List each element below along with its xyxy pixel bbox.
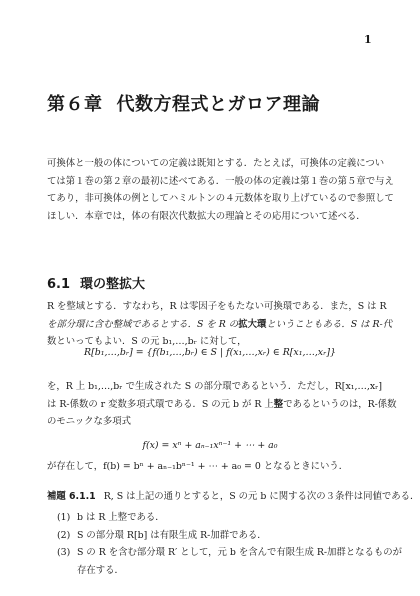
lemma-label: 補題 6.1.1 [47, 491, 96, 502]
lemma-text: R, S は上記の通りとすると，S の元 b に関する次の３条件は同値である． [103, 491, 420, 502]
text-line: 数といってもよい．S の元 b₁,…,bᵣ に対して， [47, 336, 247, 348]
paragraph-integral-domain [47, 298, 393, 351]
text-line: を，R 上 b₁,…,bᵣ で生成された S の部分環であるという．ただし，R[x₁,…,xᵣ] [47, 381, 383, 392]
item-number: (3) [57, 547, 71, 559]
section-number: 6.1 [47, 277, 71, 292]
list-item [57, 544, 403, 579]
text-line: のモニックな多項式 [47, 416, 132, 428]
term-integral: 整 [273, 398, 284, 410]
equation-monic-polynomial: f(x) = xⁿ + aₙ₋₁xⁿ⁻¹ + ⋯ + a₀ [142, 440, 278, 451]
lemma-statement [47, 488, 419, 502]
section-heading [47, 273, 145, 292]
condition-list [57, 509, 403, 579]
chapter-title: 代数方程式とガロア理論 [116, 94, 320, 115]
item-text: S の R を含む部分環 R′ として，元 b を含んで有限生成 R-加群となるものが [77, 547, 403, 559]
item-text: S の部分環 R[b] は有限生成 R-加群である． [77, 529, 267, 541]
intro-line: ては第１巻の第２章の最初に述べてある．一般の体の定義は第１巻の第５章で与え [47, 175, 394, 187]
intro-line: てあり，非可換体の例としてハミルトンの４元数体を取り上げているので参照して [47, 193, 394, 205]
page-number: 1 [364, 33, 372, 46]
intro-line: ほしい．本章では，体の有限次代数拡大の理論とその応用について述べる． [47, 210, 366, 222]
list-item [57, 527, 375, 545]
text-line: R を整域とする．すなわち，R は零因子をもたない可換環である．また，S は R [47, 301, 387, 312]
item-number: (1) [57, 512, 71, 523]
item-number: (2) [57, 529, 71, 541]
chapter-heading [47, 90, 320, 116]
text-line: は R-係数の r 変数多項式環である．S の元 b が R 上整であるというのは，R-係数 [47, 398, 397, 410]
text-line: を部分環に含む整域であるとする．S を R の拡大環ということもある．S は R-代 [47, 318, 393, 330]
intro-paragraph [47, 155, 394, 225]
intro-line: 可換体と一般の体についての定義は既知とする．たとえば，可換体の定義につい [47, 158, 385, 169]
paragraph-integral-element [47, 378, 397, 431]
section-title: 環の整拡大 [80, 277, 146, 292]
text-line: が存在して，f(b) = bⁿ + aₙ₋₁bⁿ⁻¹ + ⋯ + a₀ = 0 となるときにいう． [47, 461, 349, 472]
item-text: b は R 上整である． [77, 512, 165, 523]
equation-generated-subring: R[b₁,…,bᵣ] = {f(b₁,…,bᵣ) ∈ S | f(x₁,…,xᵣ) ∈ R[x₁,…,xᵣ]} [84, 347, 336, 358]
chapter-number: 第６章 [47, 94, 103, 115]
list-item [57, 509, 375, 527]
term-extension-ring: 拡大環 [238, 318, 267, 330]
item-text-continued: 存在する． [77, 564, 124, 576]
paragraph-condition [47, 458, 375, 476]
